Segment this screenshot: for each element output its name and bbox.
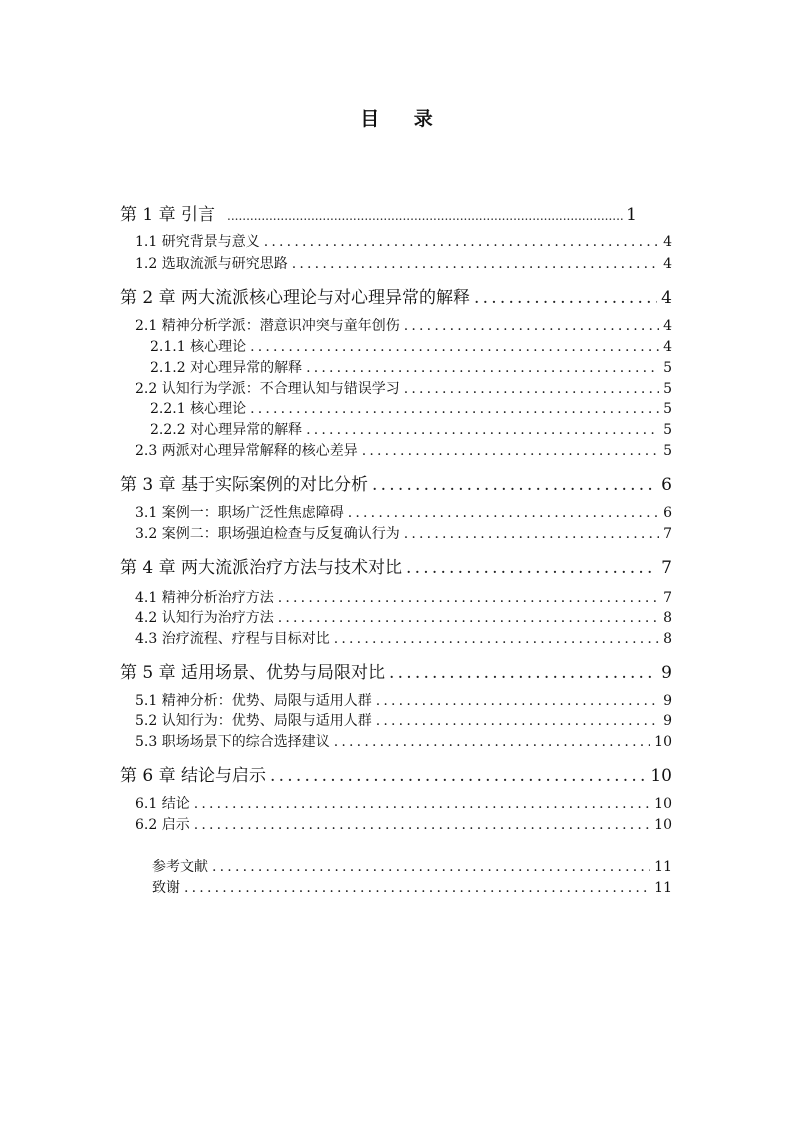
toc-entry-label: 5.3 职场场景下的综合选择建议 [135,734,330,750]
toc-entry[interactable] [150,419,672,439]
toc-entry-label: 3.1 案例一：职场广泛性焦虑障碍 [135,505,344,521]
dot-leader [270,766,646,785]
toc-entry-page: 9 [663,713,672,729]
dot-leader [406,558,657,577]
toc-entry-page: 4 [661,288,672,307]
dot-leader [194,817,650,833]
dot-leader [334,734,650,750]
toc-entry[interactable] [135,523,672,543]
dot-leader [376,693,659,709]
toc-entry[interactable] [135,628,672,648]
dot-leader [250,401,659,417]
toc-entry-label: 第 4 章 两大流派治疗方法与技术对比 [120,558,403,577]
dot-leader [389,663,657,682]
toc-entry[interactable] [135,793,672,813]
dot-leader [184,880,650,896]
toc-entry-page: 8 [663,610,672,626]
toc-entry[interactable] [120,658,672,682]
toc-entry-page: 10 [654,734,672,750]
toc-entry[interactable] [135,253,672,273]
toc-entry-page: 6 [661,475,672,494]
toc-entry-page: 5 [663,401,672,417]
toc-entry-page: 11 [654,859,672,875]
toc-entry-label: 6.2 启示 [135,817,190,833]
toc-entry-label: 第 2 章 两大流派核心理论与对心理异常的解释 [120,288,471,307]
toc-entry-page: 5 [663,443,672,459]
toc-entry-label: 第 6 章 结论与启示 [120,766,267,785]
toc-entry-page: 5 [663,422,672,438]
toc-entry-page: 4 [663,318,672,334]
toc-entry-page: 7 [663,590,672,606]
dot-leader [474,288,657,307]
toc-entry-label: 3.2 案例二：职场强迫检查与反复确认行为 [135,526,400,542]
dot-leader [362,443,659,459]
toc-entry-label: 1.2 选取流派与研究思路 [135,256,288,272]
toc-entry-page: 9 [661,663,672,682]
toc-entry-page: 5 [663,360,672,376]
toc-entry-label: 5.2 认知行为：优势、局限与适用人群 [135,713,372,729]
toc-entry-page: 1 [626,205,637,224]
toc-entry[interactable] [120,470,672,494]
toc-entry-label: 2.3 两派对心理异常解释的核心差异 [135,443,358,459]
toc-entry[interactable] [135,814,672,834]
dot-leader [292,256,659,272]
toc-entry[interactable] [152,856,672,876]
toc-entry-label: 第 3 章 基于实际案例的对比分析 [120,475,369,494]
toc-entry-page: 8 [663,631,672,647]
toc-entry[interactable] [135,731,672,751]
toc-entry-label: 1.1 研究背景与意义 [135,234,260,250]
toc-entry-label: 2.2 认知行为学派：不合理认知与错误学习 [135,381,400,397]
toc-entry[interactable] [135,587,672,607]
dot-leader [227,209,624,223]
toc-entry-label: 6.1 结论 [135,796,190,812]
toc-entry[interactable] [150,357,672,377]
toc-entry-label: 5.1 精神分析：优势、局限与适用人群 [135,693,372,709]
toc-entry-label: 第 1 章 引言 [120,205,216,224]
toc-entry[interactable] [135,690,672,710]
toc-entry[interactable] [135,231,672,251]
toc-entry[interactable] [135,440,672,460]
toc-entry-page: 5 [663,381,672,397]
toc-entry-label: 4.1 精神分析治疗方法 [135,590,274,606]
toc-entry[interactable] [120,553,672,577]
toc-entry-page: 10 [654,817,672,833]
toc-entry[interactable] [135,607,672,627]
toc-entry-page: 10 [654,796,672,812]
dot-leader [250,339,659,355]
toc-entry-page: 10 [650,766,672,785]
toc-entry-page: 11 [654,880,672,896]
toc-entry-page: 4 [663,234,672,250]
dot-leader [278,590,659,606]
toc-entry-label: 第 5 章 适用场景、优势与局限对比 [120,663,386,682]
toc-entry-page: 4 [663,256,672,272]
dot-leader [194,796,650,812]
toc-entry[interactable] [120,761,672,785]
dot-leader [404,318,659,334]
toc-entry-page: 7 [661,558,672,577]
dot-leader [212,859,650,875]
toc-entry[interactable] [135,378,672,398]
dot-leader [376,713,659,729]
toc-entry-label: 2.1.1 核心理论 [150,339,247,355]
dot-leader [404,381,659,397]
toc-entry[interactable] [120,283,672,307]
dot-leader [334,631,659,647]
dot-leader [404,526,659,542]
toc-entry[interactable] [135,315,672,335]
toc-entry[interactable] [120,200,637,224]
toc-entry-label: 2.2.2 对心理异常的解释 [150,422,303,438]
dot-leader [306,422,659,438]
toc-entry-label: 4.2 认知行为治疗方法 [135,610,274,626]
toc-entry[interactable] [135,710,672,730]
toc-entry-page: 6 [663,505,672,521]
toc-entry[interactable] [150,336,672,356]
toc-entry-page: 9 [663,693,672,709]
toc-entry[interactable] [135,502,672,522]
dot-leader [372,475,657,494]
dot-leader [264,234,659,250]
dot-leader [306,360,659,376]
toc-entry-label: 2.1 精神分析学派：潜意识冲突与童年创伤 [135,318,400,334]
toc-entry-label: 2.2.1 核心理论 [150,401,247,417]
toc-entry[interactable] [152,877,672,897]
toc-entry-page: 7 [663,526,672,542]
toc-entry-label: 参考文献 [152,859,208,875]
toc-title: 目 录 [360,108,447,130]
toc-entry-page: 4 [663,339,672,355]
toc-entry-label: 致谢 [152,880,180,896]
dot-leader [348,505,659,521]
dot-leader [278,610,659,626]
toc-entry-label: 2.1.2 对心理异常的解释 [150,360,303,376]
toc-entry[interactable] [150,398,672,418]
toc-entry-label: 4.3 治疗流程、疗程与目标对比 [135,631,330,647]
